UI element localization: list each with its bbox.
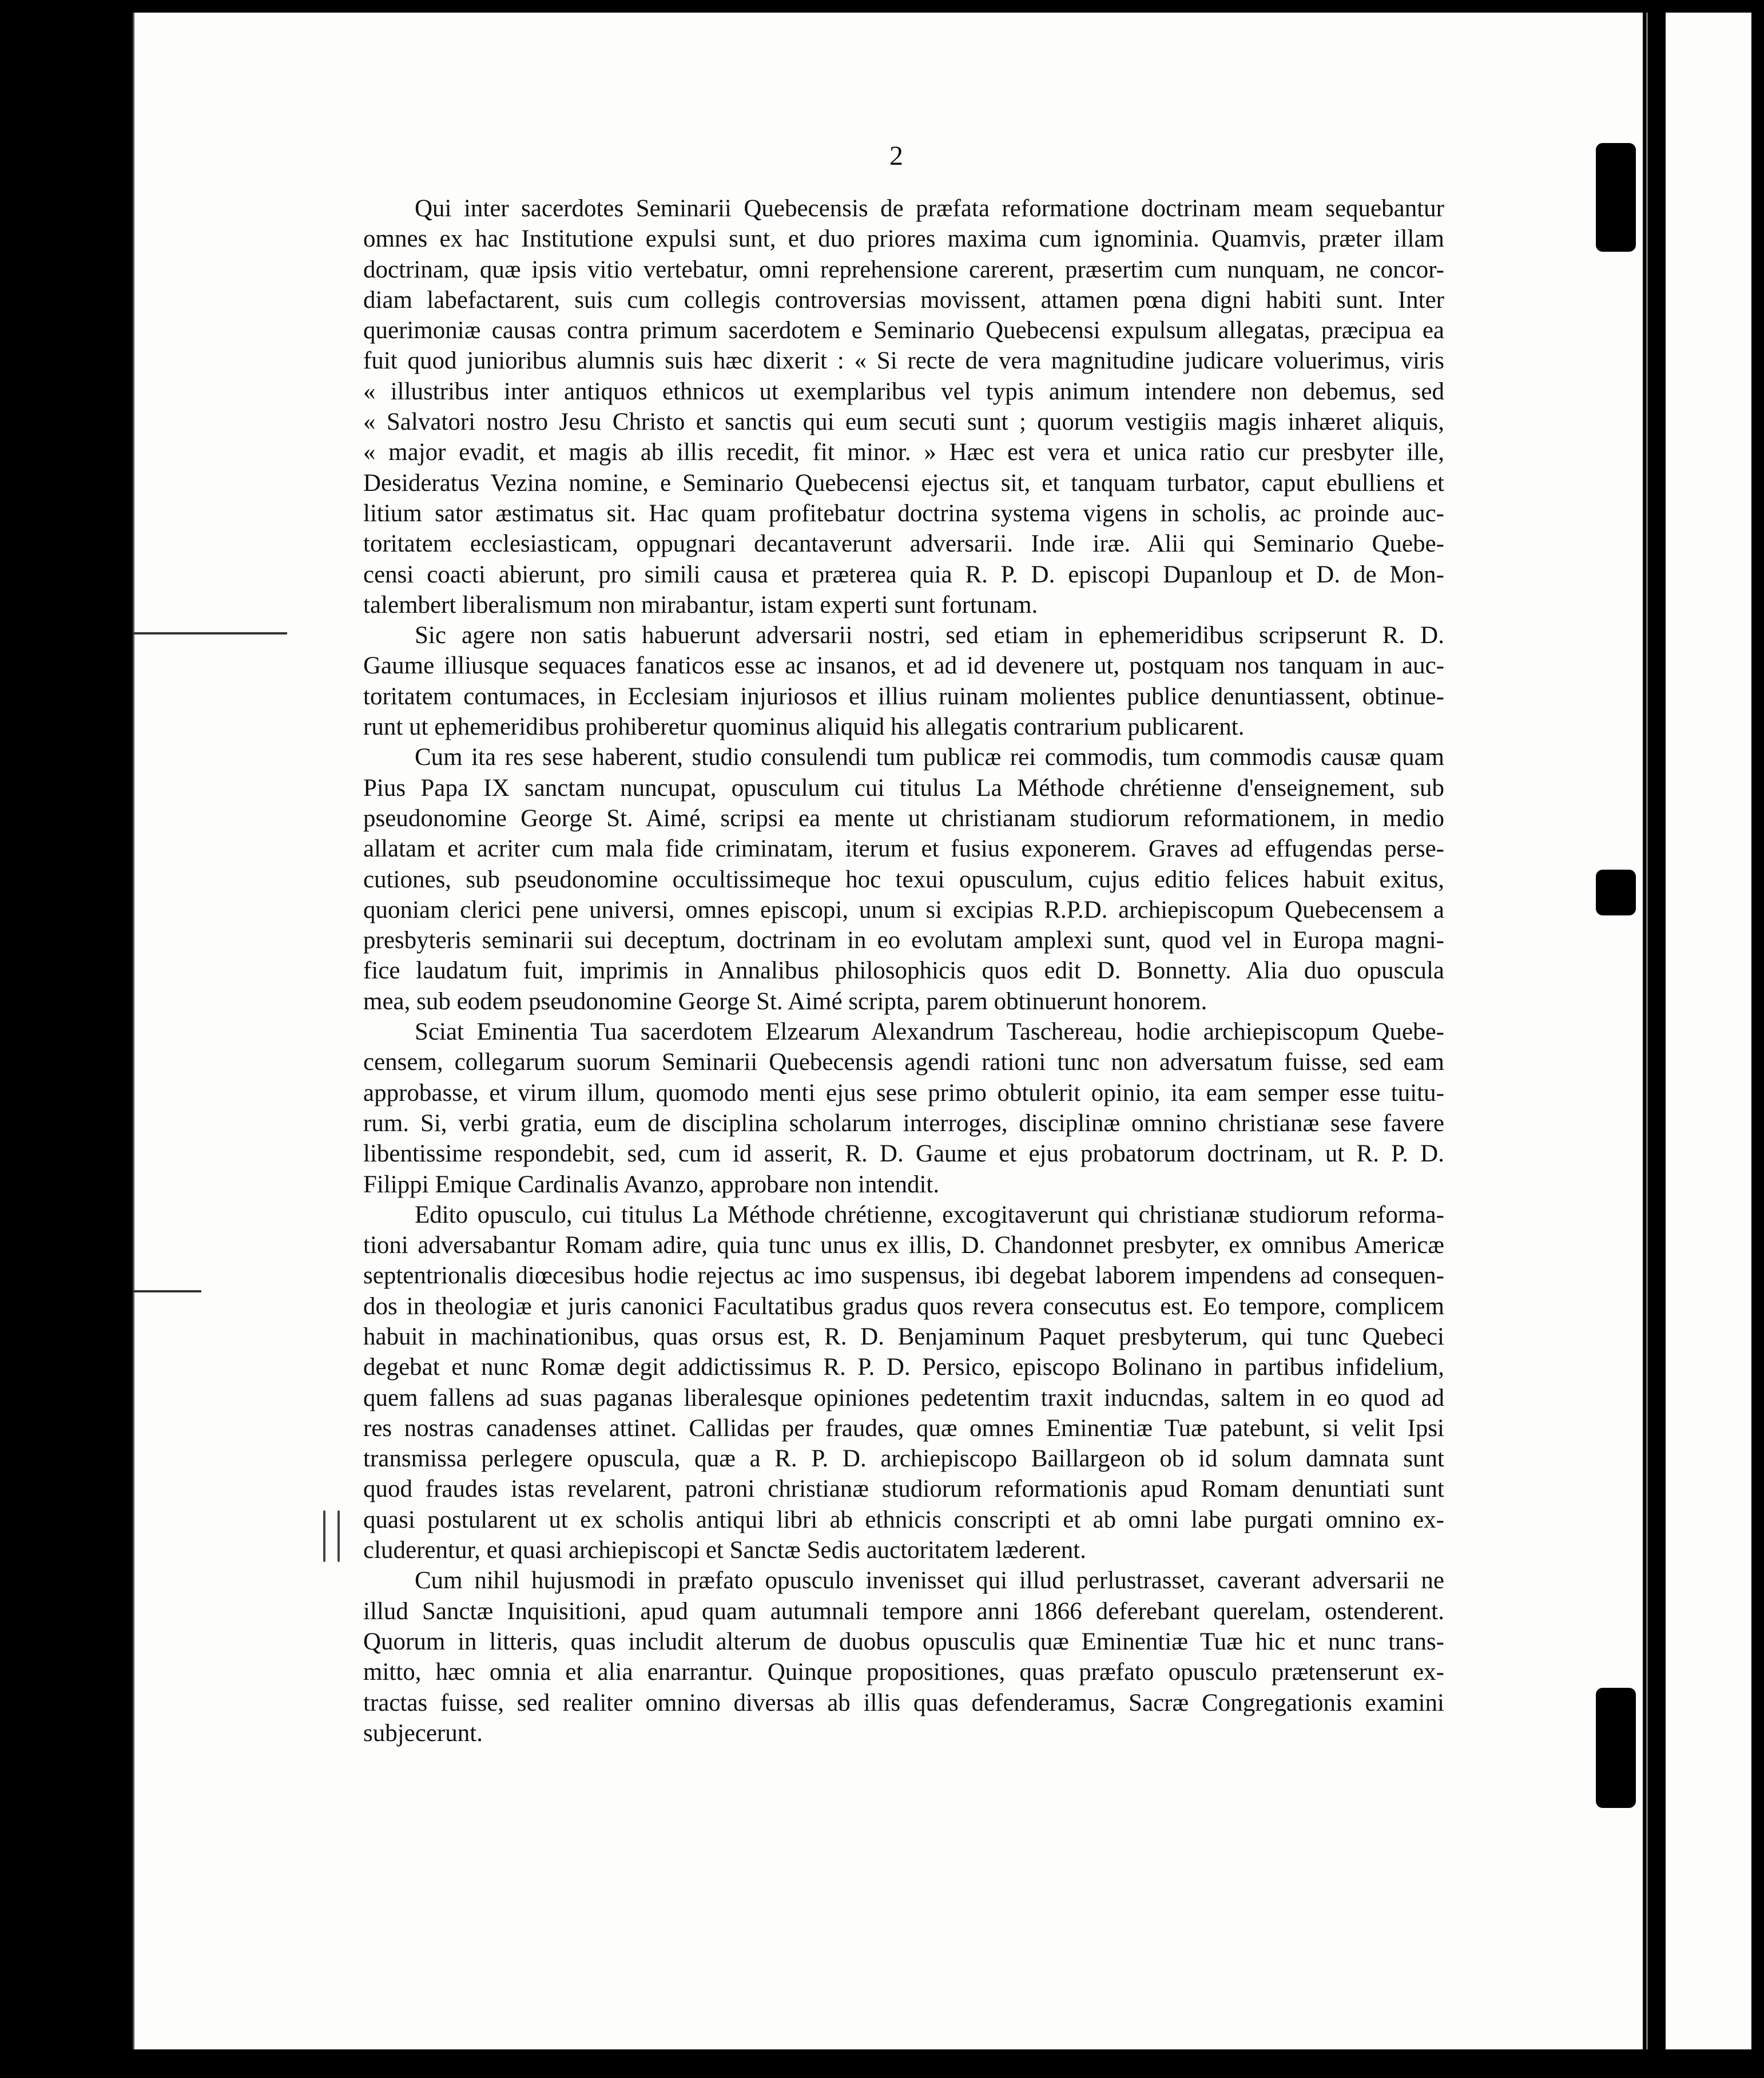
text-line: tractas fuisse, sed realiter omnino diversas ab illis quas defenderamus, Sacræ Congregationis examini: [363, 1689, 1444, 1716]
text-line: septentrionalis diœcesibus hodie rejectus ac imo suspensus, ibi degebat laborem impendens ad consequen-: [363, 1262, 1444, 1290]
text-line: degebat et nunc Romæ degit addictissimus R. P. D. Persico, episcopo Bolinano in partibus infidelium,: [363, 1354, 1444, 1381]
text-line: cutiones, sub pseudonomine occultissimeque hoc texui opusculum, cujus editio felices habuit exitus,: [363, 866, 1444, 893]
paper-crease: [133, 632, 287, 634]
text-line: pseudonomine George St. Aimé, scripsi ea mente ut christianam studiorum reformationem, in medio: [363, 804, 1444, 832]
text-line: querimoniæ causas contra primum sacerdotem e Seminario Quebecensi expulsum allegatas, præcipua ea: [363, 317, 1444, 344]
pencil-mark: [337, 1510, 340, 1562]
text-line: Filippi Emique Cardinalis Avanzo, approbare non intendit.: [363, 1171, 940, 1198]
text-line: fuit quod junioribus alumnis suis hæc dixerit : « Si recte de vera magnitudine judicare voluerimus, viris: [363, 347, 1444, 375]
text-line: toritatem ecclesiasticam, oppugnari decantaverunt adversarii. Inde iræ. Alii qui Seminario Quebe-: [363, 530, 1444, 558]
text-line: Sciat Eminentia Tua sacerdotem Elzearum Alexandrum Taschereau, hodie archiepiscopum Quebe-: [415, 1018, 1444, 1046]
text-line: Cum ita res sese haberent, studio consulendi tum publicæ rei commodis, tum commodis causæ quam: [415, 744, 1444, 771]
text-line: litium sator æstimatus sit. Hac quam profitebatur doctrina systema vigens in scholis, ac proinde auc-: [363, 499, 1444, 527]
page-number: 2: [889, 141, 903, 171]
text-line: habuit in machinationibus, quas orsus est, R. D. Benjaminum Paquet presbyterum, qui tunc Quebeci: [363, 1323, 1444, 1350]
text-line: transmissa perlegere opuscula, quæ a R. P. D. archiepiscopo Baillargeon ob id solum damnata sunt: [363, 1445, 1444, 1473]
text-line: Edito opusculo, cui titulus La Méthode chrétienne, excogitaverunt qui christianæ studiorum reforma-: [415, 1201, 1444, 1228]
text-line: « Salvatori nostro Jesu Christo et sanctis qui eum secuti sunt ; quorum vestigiis magis inhæret aliquis,: [363, 409, 1444, 436]
binding-tape-mark: [1596, 870, 1636, 915]
text-line: « illustribus inter antiquos ethnicos ut exemplaribus vel typis animum intendere non debemus, sed: [363, 378, 1444, 405]
text-line: « major evadit, et magis ab illis recedit, fit minor. » Hæc est vera et unica ratio cur presbyter ille,: [363, 439, 1444, 466]
text-line: Quorum in litteris, quas includit alterum de duobus opusculis quæ Eminentiæ Tuæ hic et nunc trans-: [363, 1628, 1444, 1655]
text-line: diam labefactarent, suis cum collegis controversias movissent, attamen pœna digni habiti sunt. Inter: [363, 286, 1444, 314]
text-line: toritatem contumaces, in Ecclesiam injuriosos et illius ruinam molientes publice denuntiassent, obtinue-: [363, 683, 1444, 710]
document-body-text: [363, 193, 1444, 1748]
binding-tape-mark: [1596, 143, 1636, 252]
text-line: dos in theologiæ et juris canonici Facultatibus gradus quos revera consecutus est. Eo tempore, complicem: [363, 1292, 1444, 1320]
text-line: illud Sanctæ Inquisitioni, apud quam autumnali tempore anni 1866 deferebant querelam, ostenderent.: [363, 1597, 1444, 1625]
text-line: Cum nihil hujusmodi in præfato opusculo invenisset qui illud perlustrasset, caverant adversarii ne: [415, 1567, 1444, 1595]
text-line: subjecerunt.: [363, 1719, 483, 1747]
text-line: libentissime respondebit, sed, cum id asserit, R. D. Gaume et ejus probatorum doctrinam, ut R. P. D.: [363, 1140, 1444, 1168]
text-line: tioni adversabantur Romam adire, quia tunc unus ex illis, D. Chandonnet presbyter, ex omnibus Americæ: [363, 1232, 1444, 1259]
text-line: presbyteris seminarii sui deceptum, doctrinam in eo evolutam amplexi sunt, quod vel in Europa magni-: [363, 927, 1444, 954]
adjacent-page-edge: [1643, 13, 1764, 2049]
text-line: quoniam clerici pene universi, omnes episcopi, unum si excipias R.P.D. archiepiscopum Quebecensem a: [363, 896, 1444, 923]
pencil-mark: [323, 1510, 325, 1562]
text-line: mitto, hæc omnia et alia enarrantur. Quinque propositiones, quas præfato opusculo prætenserunt ex-: [363, 1659, 1444, 1686]
text-line: allatam et acriter cum mala fide criminatam, iterum et fusius exponerem. Graves ad effugendas perse-: [363, 835, 1444, 863]
paper-crease: [133, 1290, 201, 1292]
text-line: censi coacti abierunt, pro simili causa et præterea quia R. P. D. episcopi Dupanloup et D. de Mon-: [363, 561, 1444, 588]
adjacent-page-margin: [1666, 13, 1751, 2049]
page-edge-line: [1646, 13, 1648, 2049]
text-line: Qui inter sacerdotes Seminarii Quebecensis de præfata reformatione doctrinam meam sequebantur: [415, 195, 1444, 222]
text-line: quem fallens ad suas paganas liberalesque opiniones pedetentim traxit inducndas, saltem in eo quod ad: [363, 1384, 1444, 1411]
text-line: mea, sub eodem pseudonomine George St. Aimé scripta, parem obtinuerunt honorem.: [363, 988, 1207, 1015]
text-line: res nostras canadenses attinet. Callidas per fraudes, quæ omnes Eminentiæ Tuæ patebunt, si velit Ipsi: [363, 1414, 1444, 1442]
text-line: Sic agere non satis habuerunt adversarii nostri, sed etiam in ephemeridibus scripserunt R. D.: [415, 622, 1444, 649]
text-line: omnes ex hac Institutione expulsi sunt, et duo priores maxima cum ignominia. Quamvis, præter illam: [363, 225, 1444, 253]
text-line: Desideratus Vezina nomine, e Seminario Quebecensi ejectus sit, et tanquam turbator, caput ebulliens et: [363, 469, 1444, 497]
text-line: Pius Papa IX sanctam nuncupat, opusculum cui titulus La Méthode chrétienne d'enseignement, sub: [363, 774, 1444, 802]
text-line: runt ut ephemeridibus prohiberetur quominus aliquid his allegatis contrarium publicarent.: [363, 713, 1245, 741]
text-line: censem, collegarum suorum Seminarii Quebecensis agendi rationi tunc non adversatum fuisse, sed eam: [363, 1049, 1444, 1076]
text-line: quod fraudes istas revelarent, patroni christianæ studiorum reformationis apud Romam denuntiati sunt: [363, 1476, 1444, 1503]
text-line: talembert liberalismum non mirabantur, istam experti sunt fortunam.: [363, 591, 1038, 618]
text-line: rum. Si, verbi gratia, eum de disciplina scholarum interroges, disciplinæ omnino christianæ sese favere: [363, 1109, 1444, 1137]
text-line: quasi postularent ut ex scholis antiqui libri ab ethnicis conscripti et ab omni labe purgati omnino ex-: [363, 1506, 1444, 1533]
binding-tape-mark: [1596, 1688, 1636, 1808]
text-line: approbasse, et virum illum, quomodo menti ejus sese primo obtulerit opinio, ita eam semper esse tuitu-: [363, 1079, 1444, 1107]
text-line: doctrinam, quæ ipsis vitio vertebatur, omni reprehensione carerent, præsertim cum nunquam, ne concor-: [363, 256, 1444, 283]
text-line: cluderentur, et quasi archiepiscopi et Sanctæ Sedis auctoritatem læderent.: [363, 1537, 1086, 1564]
text-line: Gaume illiusque sequaces fanaticos esse ac insanos, et ad id devenere ut, postquam nos tanquam in auc-: [363, 652, 1444, 680]
text-line: fice laudatum fuit, imprimis in Annalibus philosophicis quos edit D. Bonnetty. Alia duo opuscula: [363, 957, 1444, 985]
